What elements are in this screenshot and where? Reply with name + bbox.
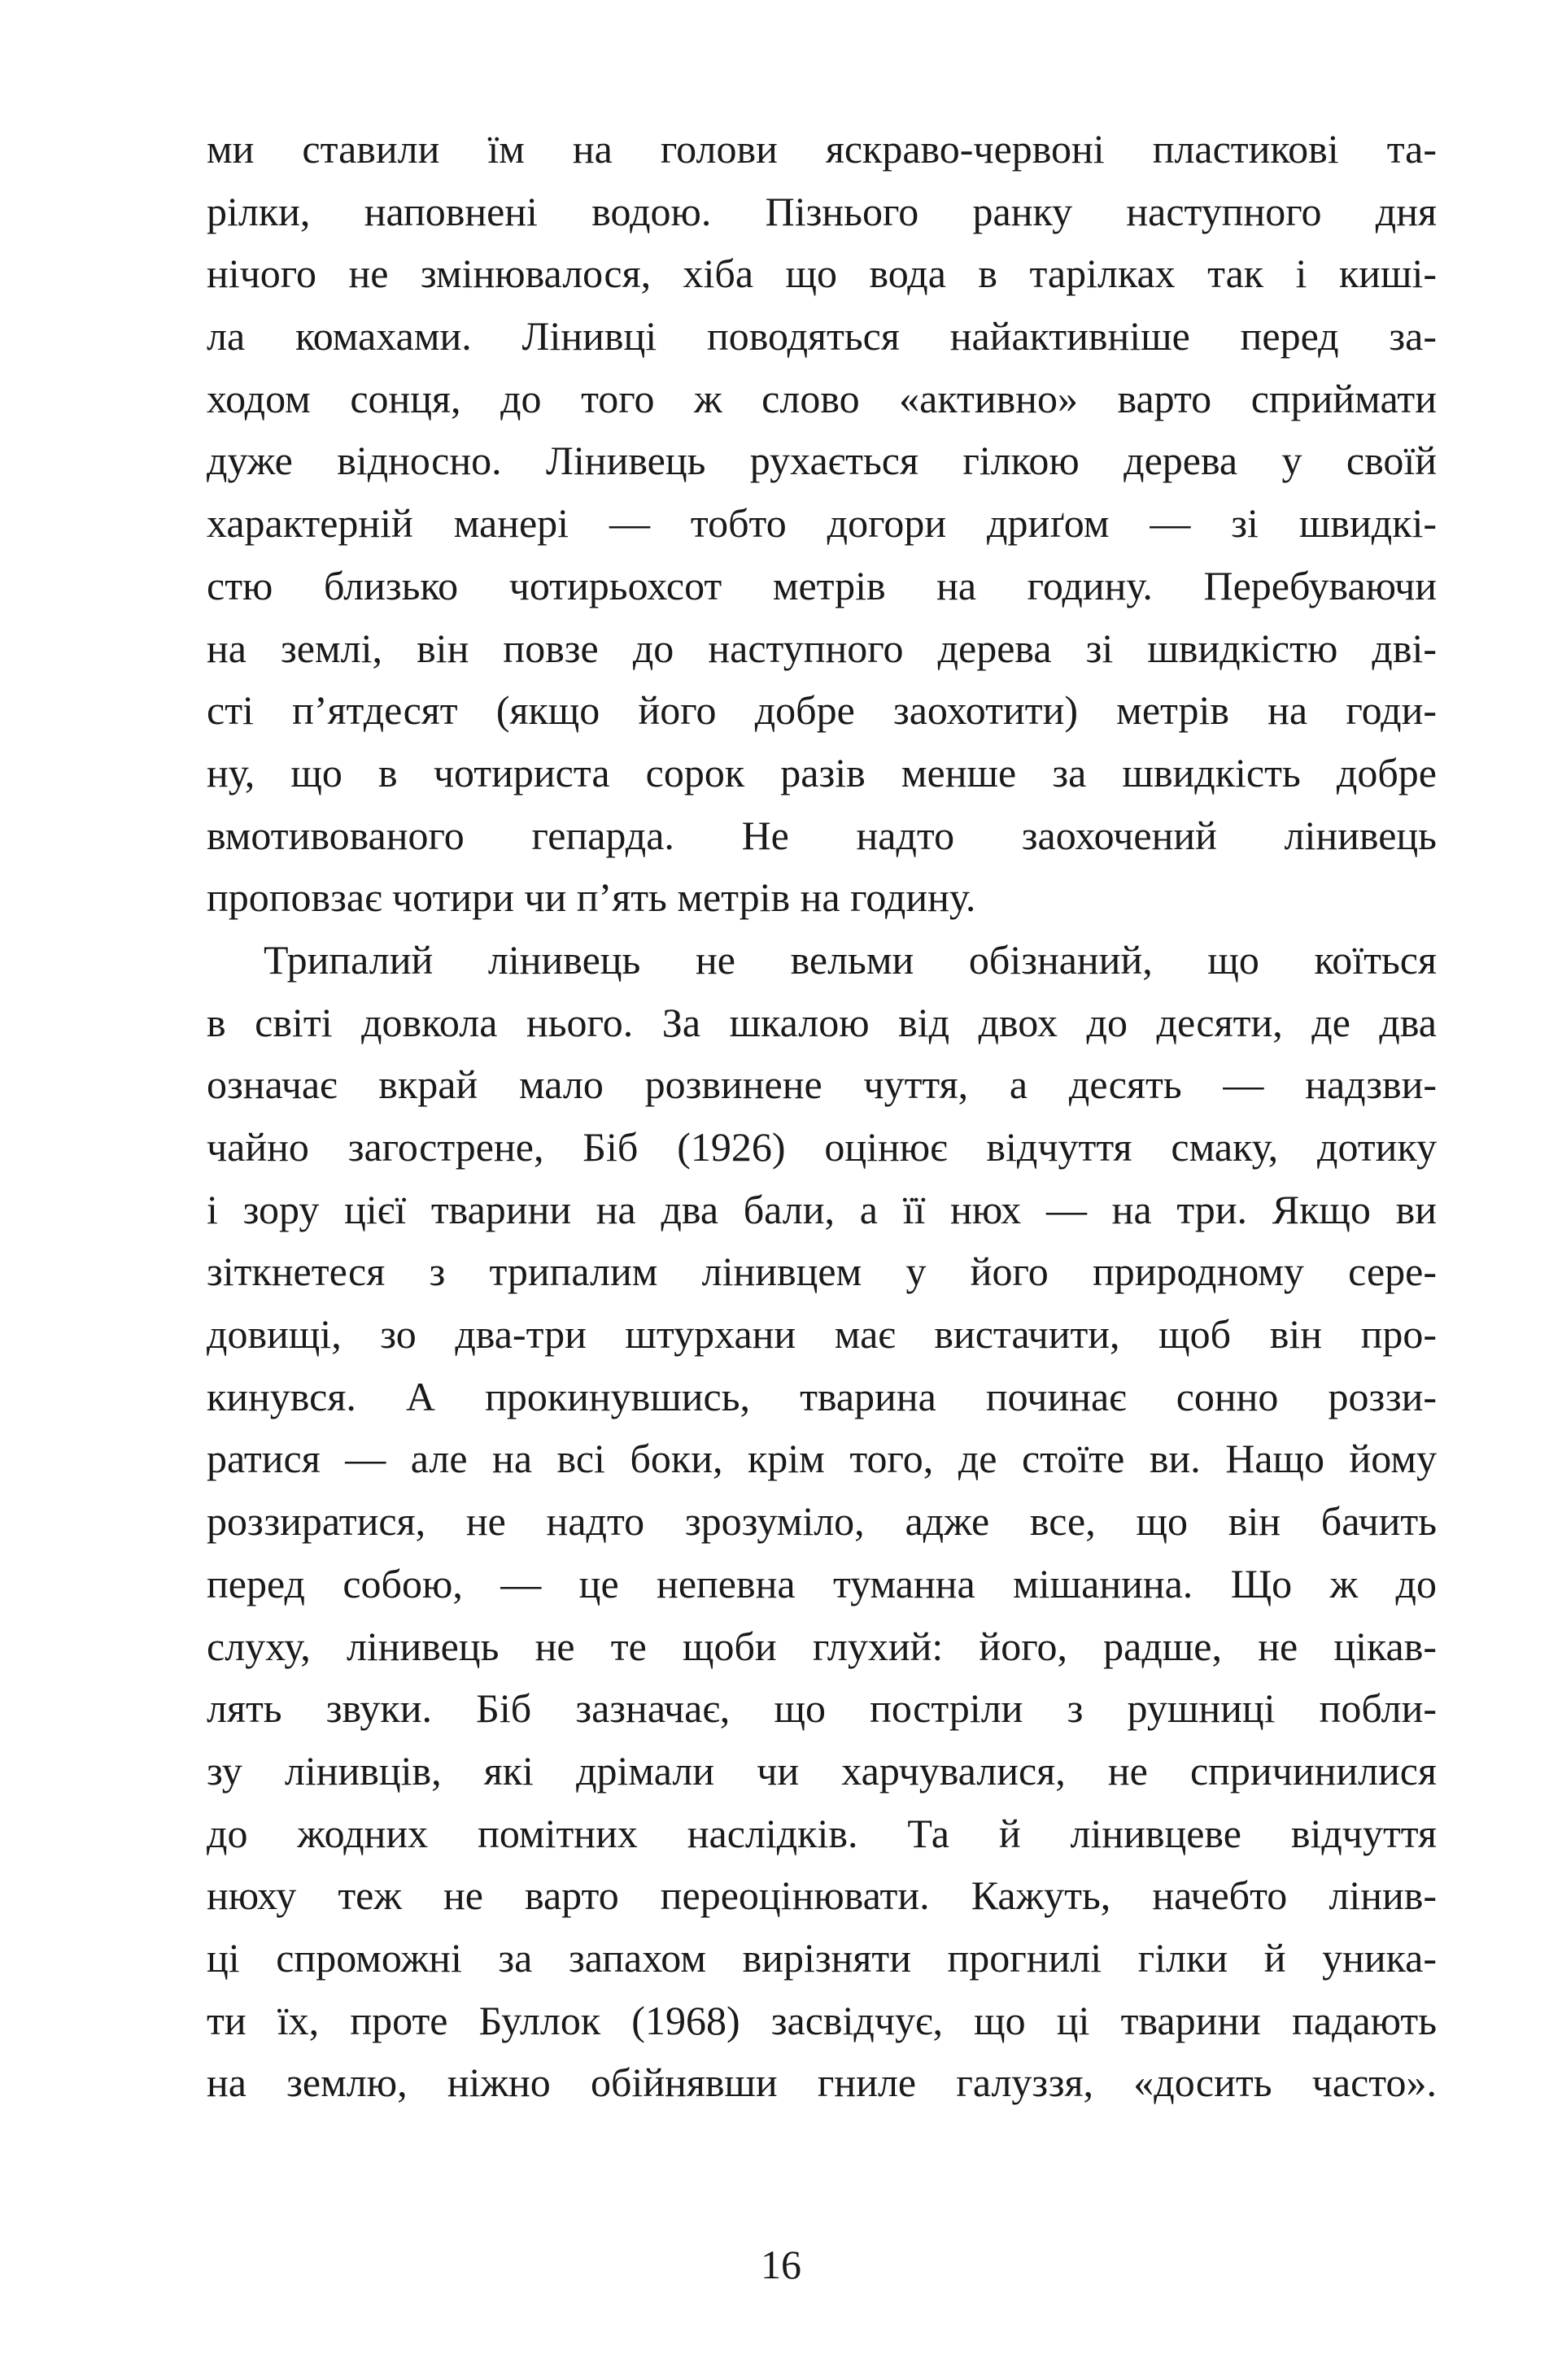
text-line: нічого не змінювалося, хіба що вода в тарілках так і киші- <box>207 251 1437 297</box>
text-line: на землю, ніжно обійнявши гниле галуззя, «досить часто». <box>207 2060 1437 2106</box>
text-line: роззиратися, не надто зрозуміло, адже все, що він бачить <box>207 1498 1437 1545</box>
page-body <box>207 118 1437 2114</box>
text-line: рілки, наповнені водою. Пізнього ранку наступного дня <box>207 188 1437 234</box>
text-line: і зору цієї тварини на два бали, а її нюх — на три. Якщо ви <box>207 1186 1437 1232</box>
text-line: ла комахами. Лінивці поводяться найактивніше перед за- <box>207 313 1437 360</box>
text-line: вмотивованого гепарда. Не надто заохочений лінивець <box>207 812 1437 858</box>
text-line: стю близько чотирьохсот метрів на годину. Перебуваючи <box>207 562 1437 608</box>
text-line: Трипалий лінивець не вельми обізнаний, що коїться <box>264 936 1437 983</box>
text-line: довищі, зо два-три штурхани має вистачити, щоб він про- <box>207 1311 1437 1358</box>
text-line: ти їх, проте Буллок (1968) засвідчує, що ці тварини падають <box>207 1997 1437 2043</box>
text-line: характерній манері — тобто догори дриґом — зі швидкі- <box>207 500 1437 547</box>
text-line: лять звуки. Біб зазначає, що постріли з рушниці побли- <box>207 1685 1437 1732</box>
text-line: кинувся. А прокинувшись, тварина починає сонно роззи- <box>207 1373 1437 1419</box>
paragraph-1 <box>207 118 1437 929</box>
text-line: перед собою, — це непевна туманна мішанина. Що ж до <box>207 1560 1437 1606</box>
text-line: зіткнетеся з трипалим лінивцем у його природному сере- <box>207 1249 1437 1295</box>
text-line: ми ставили їм на голови яскраво-червоні пластикові та- <box>207 126 1437 172</box>
text-line: до жодних помітних наслідків. Та й лінивцеве відчуття <box>207 1810 1437 1856</box>
text-line: чайно загострене, Біб (1926) оцінює відчуття смаку, дотику <box>207 1124 1437 1170</box>
text-line: проповзає чотири чи п’ять метрів на годину. <box>207 874 976 921</box>
page-number: 16 <box>761 2242 801 2287</box>
text-line: на землі, він повзе до наступного дерева зі швидкістю дві- <box>207 625 1437 671</box>
text-line: сті п’ятдесят (якщо його добре заохотити) метрів на годи- <box>207 687 1437 734</box>
text-line: ратися — але на всі боки, крім того, де стоїте ви. Нащо йому <box>207 1436 1437 1482</box>
text-line: нюху теж не варто переоцінювати. Кажуть, начебто лінив- <box>207 1872 1437 1919</box>
text-line: слуху, лінивець не те щоби глухий: його, радше, не цікав- <box>207 1623 1437 1669</box>
paragraph-2 <box>207 929 1437 2114</box>
text-line: зу лінивців, які дрімали чи харчувалися, не спричинилися <box>207 1747 1437 1794</box>
text-line: в світі довкола нього. За шкалою від двох до десяти, де два <box>207 999 1437 1045</box>
text-line: ходом сонця, до того ж слово «активно» варто сприймати <box>207 375 1437 421</box>
text-line: ну, що в чотириста сорок разів менше за швидкість добре <box>207 749 1437 796</box>
text-line: означає вкрай мало розвинене чуття, а десять — надзви- <box>207 1061 1437 1108</box>
text-line: ці спроможні за запахом вирізняти прогнилі гілки й уника- <box>207 1934 1437 1981</box>
text-line: дуже відносно. Лінивець рухається гілкою дерева у своїй <box>207 438 1437 484</box>
